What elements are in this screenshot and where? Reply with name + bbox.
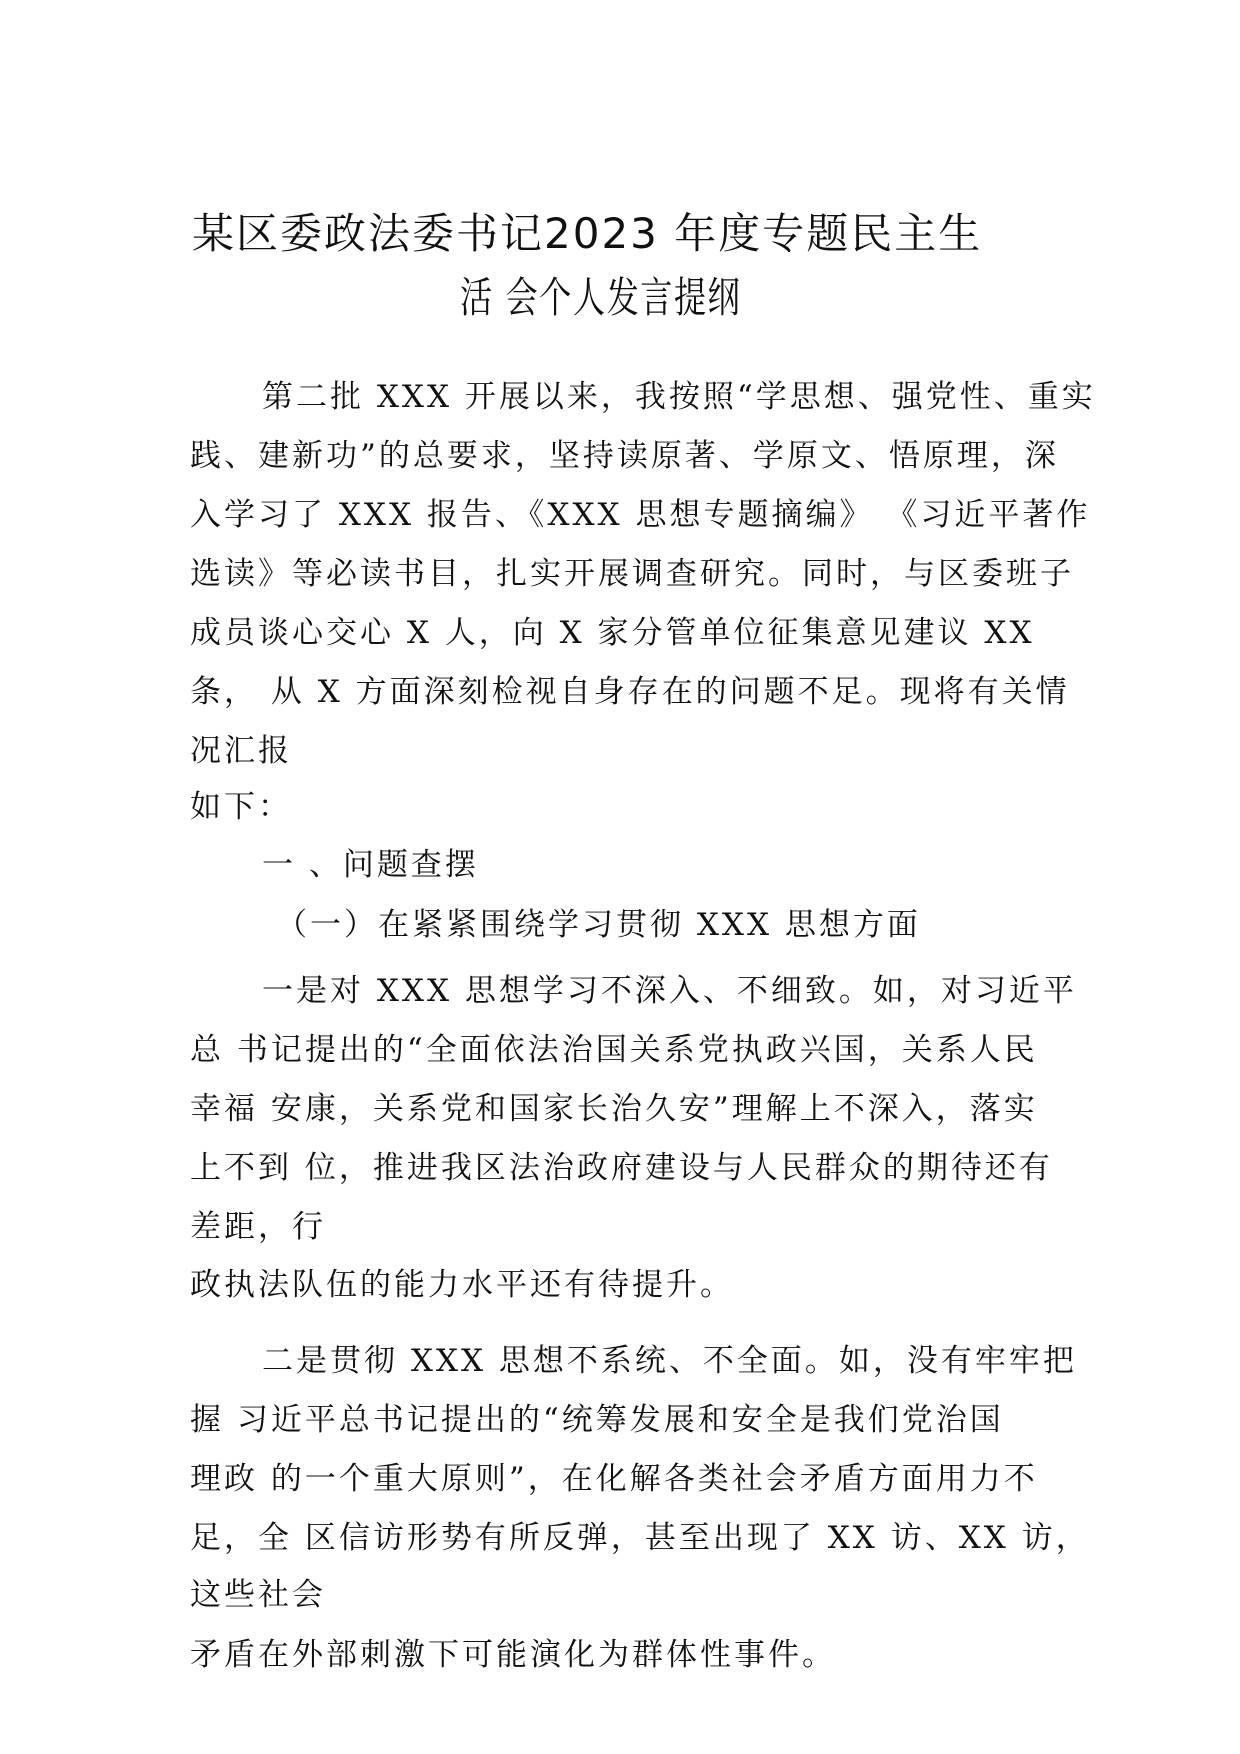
intro-line: 入学习了 XXX 报告、《XXX 思想专题摘编》 《习近平著作 bbox=[190, 497, 1091, 533]
paragraph-1-line: 总 书记提出的“全面依法治国关系党执政兴国，关系人民 bbox=[190, 1032, 1038, 1068]
intro-line: 条， 从 X 方面深刻检视自身存在的问题不足。现将有关情 bbox=[190, 674, 1070, 710]
document-title-line-2: 活 会个人发言提纲 bbox=[460, 273, 742, 322]
subsection-heading: （一）在紧紧围绕学习贯彻 XXX 思想方面 bbox=[276, 907, 921, 943]
paragraph-2-line: 足，全 区信访形势有所反弹，甚至出现了 XX 访、XX 访， bbox=[190, 1520, 1090, 1556]
paragraph-2-line: 矛盾在外部刺激下可能演化为群体性事件。 bbox=[190, 1637, 836, 1673]
intro-line: 践、建新功”的总要求，坚持读原著、学原文、悟原理，深 bbox=[190, 438, 1059, 474]
paragraph-2-line: 理政 的一个重大原则”，在化解各类社会矛盾方面用力不 bbox=[190, 1461, 1038, 1497]
intro-line: 成员谈心交心 X 人，向 X 家分管单位征集意见建议 XX bbox=[190, 615, 1035, 651]
intro-line: 如下： bbox=[190, 789, 292, 825]
paragraph-2-line: 二是贯彻 XXX 思想不系统、不全面。如，没有牢牢把 bbox=[262, 1343, 1077, 1379]
paragraph-1-line: 幸福 安康，关系党和国家长治久安”理解上不深入，落实 bbox=[190, 1091, 1038, 1127]
paragraph-1-line: 政执法队伍的能力水平还有待提升。 bbox=[190, 1267, 734, 1303]
paragraph-1-line: 一是对 XXX 思想学习不深入、不细致。如，对习近平 bbox=[262, 973, 1077, 1009]
section-heading: 一 、问题查摆 bbox=[262, 847, 479, 883]
document-title-line-1: 某区委政法委书记2023 年度专题民主生 bbox=[192, 209, 983, 258]
paragraph-2-line: 握 习近平总书记提出的“统筹发展和安全是我们党治国 bbox=[190, 1402, 1004, 1438]
paragraph-2-line: 这些社会 bbox=[190, 1577, 326, 1613]
intro-line: 第二批 XXX 开展以来，我按照“学思想、强党性、重实 bbox=[262, 379, 1096, 415]
paragraph-1-line: 上不到 位，推进我区法治政府建设与人民群众的期待还有 bbox=[190, 1150, 1053, 1186]
intro-line: 况汇报 bbox=[190, 733, 292, 769]
intro-line: 选读》等必读书目，扎实开展调查研究。同时，与区委班子 bbox=[190, 556, 1074, 592]
paragraph-1-line: 差距，行 bbox=[190, 1209, 326, 1245]
